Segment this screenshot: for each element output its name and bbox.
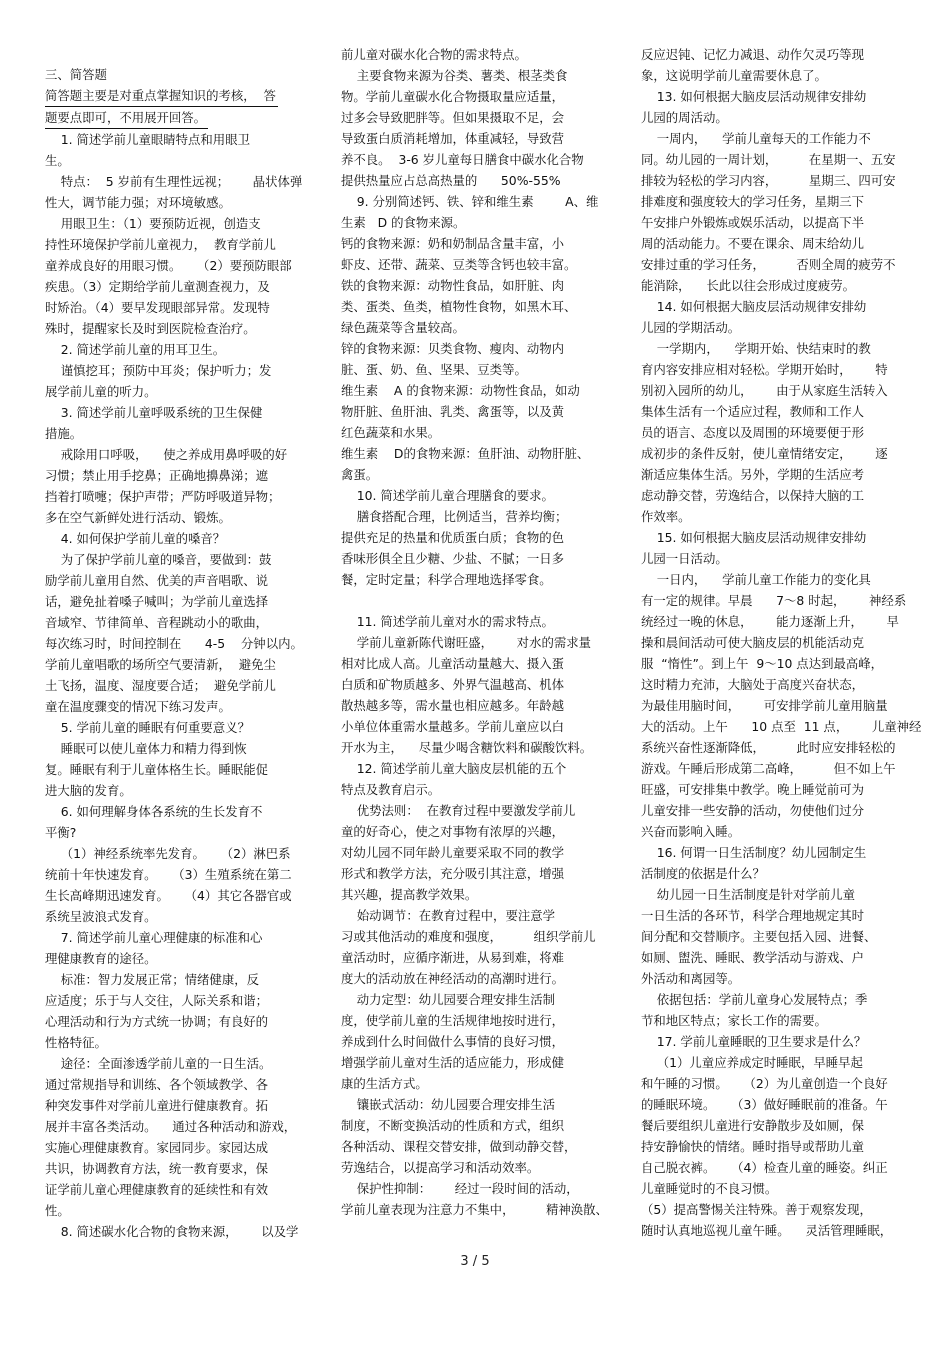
text-line: 一日内， 学前儿童工作能力的变化具 <box>641 572 871 587</box>
text-line: 14. 如何根据大脑皮层活动规律安排幼 <box>641 299 867 314</box>
text-line: 周的活动能力。不要在课余、周末给幼儿 <box>641 236 865 251</box>
text-line: 度大的活动放在神经活动的高潮时进行。 <box>341 971 565 986</box>
text-line: 谨慎挖耳；预防中耳炎；保护听力；发 <box>45 363 272 378</box>
text-line: 童在温度骤变的情况下练习发声。 <box>45 699 231 714</box>
text-line: 兴奋而影响入睡。 <box>641 824 741 839</box>
text-line: 多在空气新鲜处进行活动、锻炼。 <box>45 510 231 525</box>
text-line: 挡着打喷嚏；保护声带；严防呼吸道异物； <box>45 489 281 504</box>
text-line: 排较为轻松的学习内容， 星期三、四可安 <box>641 173 896 188</box>
text-line: 旺盛，可安排集中教学。晚上睡觉前可为 <box>641 782 865 797</box>
text-line: 有一定的规律。早晨 7～8 时起， 神经系 <box>641 593 907 608</box>
text-line: 共识，协调教育方法，统一教育要求，保 <box>45 1161 269 1176</box>
text-line: 同。幼儿园的一周计划， 在星期一、五安 <box>641 152 896 167</box>
text-line: 锌的食物来源：贝类食物、瘦肉、动物内 <box>341 341 565 356</box>
text-line: 殊时，提醒家长及时到医院检查治疗。 <box>45 321 256 336</box>
text-line: 学前儿童表现为注意力不集中， 精神涣散、 <box>341 1202 608 1217</box>
text-line: 员的语言、态度以及周围的环境要便于形 <box>641 425 865 440</box>
text-line: 活制度的依据是什么？ <box>641 866 765 881</box>
text-line: 其兴趣，提高教学效果。 <box>341 887 478 902</box>
text-line: 童养成良好的用眼习惯。 （2）要预防眼部 <box>45 258 292 273</box>
text-line: 始动调节：在教育过程中，要注意学 <box>341 908 556 923</box>
text-line: 题要点即可，不用展开回答。 <box>45 107 315 129</box>
text-line: 习惯；禁止用手挖鼻；正确地擤鼻涕；遮 <box>45 468 269 483</box>
text-line: 幼儿园一日生活制度是针对学前儿童 <box>641 887 856 902</box>
text-line: 6. 如何理解身体各系统的生长发育不 <box>45 804 263 819</box>
text-line: 增强学前儿童对生活的适应能力，形成健 <box>341 1055 565 1070</box>
text-line: 度，使学前儿童的生活规律地按时进行， <box>341 1013 565 1028</box>
text-line: 虾皮、还带、蔬菜、豆类等含钙也较丰富。 <box>341 257 577 272</box>
text-line: 12. 简述学前儿童大脑皮层机能的五个 <box>341 761 567 776</box>
text-line: 4. 如何保护学前儿童的嗓音？ <box>45 531 226 546</box>
text-line: 三、简答题 <box>45 67 107 82</box>
text-line: 康的生活方式。 <box>341 1076 428 1091</box>
text-line: 标准：智力发展正常；情绪健康，反 <box>45 972 260 987</box>
text-line: 为了保护学前儿童的嗓音，要做到：鼓 <box>45 552 272 567</box>
text-line: 话，避免扯着嗓子喊叫；为学前儿童选择 <box>45 594 269 609</box>
text-line: 服 “惰性”。到上午 9～10 点达到最高峰， <box>641 656 884 671</box>
text-line: 提供充足的热量和优质蛋白质；食物的色 <box>341 530 565 545</box>
column-left <box>45 64 315 1242</box>
text-line: 15. 如何根据大脑皮层活动规律安排幼 <box>641 530 867 545</box>
text-line: 午安排户外锻炼或娱乐活动，以提高下半 <box>641 215 865 230</box>
text-line: （5）提高警惕关注特殊。善于观察发现， <box>641 1202 872 1217</box>
text-line: 安排过重的学习任务， 否则全周的疲劳不 <box>641 257 896 272</box>
text-line: 钙的食物来源：奶和奶制品含量丰富，小 <box>341 236 565 251</box>
text-line: 时矫治。（4）要早发现眼部异常。发现特 <box>45 300 270 315</box>
text-line: 每次练习时，时间控制在 4-5 分钟以内。 <box>45 636 303 651</box>
text-line: 儿童睡觉时的不良习惯。 <box>641 1181 778 1196</box>
text-line: 对幼儿园不同年龄儿童要采取不同的教学 <box>341 845 565 860</box>
text-line: 7. 简述学前儿童心理健康的标准和心 <box>45 930 263 945</box>
text-line: 证学前儿童心理健康教育的延续性和有效 <box>45 1182 269 1197</box>
text-line: 平衡? <box>45 825 77 840</box>
text-line: 疾患。（3）定期给学前儿童测查视力，及 <box>45 279 270 294</box>
text-line: 外活动和离园等。 <box>641 971 741 986</box>
text-line: 制度，不断变换活动的性质和方式，组织 <box>341 1118 565 1133</box>
text-line: 8. 简述碳水化合物的食物来源， 以及学 <box>45 1224 299 1239</box>
text-line: 动力定型：幼儿园要合理安排生活制 <box>341 992 556 1007</box>
text-line: 大的活动。上午 10 点至 11 点， 儿童神经 <box>641 719 922 734</box>
text-line: 持安静愉快的情绪。睡时指导或帮助儿童 <box>641 1139 865 1154</box>
text-line: 11. 简述学前儿童对水的需求特点。 <box>341 614 554 629</box>
text-line: 渐适应集体生活。另外，学期的生活应考 <box>641 467 865 482</box>
text-line: 脏、蛋、奶、鱼、坚果、豆类等。 <box>341 362 527 377</box>
text-line: 展学前儿童的听力。 <box>45 384 157 399</box>
text-line: 游戏。午睡后形成第二高峰， 但不如上午 <box>641 761 896 776</box>
text-line: 一学期内， 学期开始、快结束时的教 <box>641 341 871 356</box>
text-line: 性大，调节能力强；对环境敏感。 <box>45 195 231 210</box>
text-line: 学前儿童新陈代谢旺盛， 对水的需求量 <box>341 635 592 650</box>
text-line: 作效率。 <box>641 509 691 524</box>
text-line: 间分配和交替顺序。主要包括入园、进餐、 <box>641 929 877 944</box>
text-line: 优势法则： 在教育过程中要激发学前儿 <box>341 803 576 818</box>
text-line: 铁的食物来源：动物性食品，如肝脏、肉 <box>341 278 565 293</box>
text-line: 维生素 D的食物来源：鱼肝油、动物肝脏、 <box>341 446 590 461</box>
text-line: 儿园的学期活动。 <box>641 320 741 335</box>
text-line: 睡眠可以使儿童体力和精力得到恢 <box>45 741 247 756</box>
text-line: 实施心理健康教育。家园同步。家园达成 <box>45 1140 269 1155</box>
text-line: 童的好奇心，使之对事物有浓厚的兴趣， <box>341 824 565 839</box>
text-line: 1. 简述学前儿童眼睛特点和用眼卫 <box>45 132 250 147</box>
text-line: 导致蛋白质消耗增加，体重减轻，导致营 <box>341 131 565 146</box>
text-line: 能消除， 长此以往会形成过度疲劳。 <box>641 278 856 293</box>
text-line: 习或其他活动的难度和强度， 组织学前儿 <box>341 929 596 944</box>
text-line: 持性环境保护学前儿童视力， 教育学前儿 <box>45 237 276 252</box>
text-line: 途径：全面渗透学前儿童的一日生活。 <box>45 1056 272 1071</box>
text-line: 节和地区特点；家长工作的需要。 <box>641 1013 827 1028</box>
text-line: 反应迟钝、记忆力减退、动作欠灵巧等现 <box>641 47 865 62</box>
text-line: 别初入园所的幼儿， 由于从家庭生活转入 <box>641 383 888 398</box>
text-line: 小单位体重需水量越多。学前儿童应以白 <box>341 719 565 734</box>
text-line: 5. 学前儿童的睡眠有何重要意义？ <box>45 720 250 735</box>
page-number: 3 / 5 <box>460 1254 490 1269</box>
text-line: 统前十年快速发育。 （3）生殖系统在第二 <box>45 867 292 882</box>
text-line: 类、蛋类、鱼类，植物性食物，如黑木耳、 <box>341 299 577 314</box>
text-line: 儿园的周活动。 <box>641 110 728 125</box>
text-line: 物肝脏、鱼肝油、乳类、禽蛋等，以及黄 <box>341 404 565 419</box>
text-line: 白质和矿物质越多、外界气温越高、机体 <box>341 677 565 692</box>
text-line: 劳逸结合，以提高学习和活动效率。 <box>341 1160 540 1175</box>
text-line: 展并丰富各类活动。 通过各种活动和游戏， <box>45 1119 297 1134</box>
text-line: 餐，定时定量；科学合理地选择零食。 <box>341 572 552 587</box>
text-line: 生长高峰期迅速发育。 （4）其它各器官或 <box>45 888 292 903</box>
text-line: 应适度；乐于与人交往，人际关系和谐； <box>45 993 269 1008</box>
column-middle <box>341 44 613 1220</box>
text-line: 生素 D 的食物来源。 <box>341 215 466 230</box>
text-line: 开水为主， 尽量少喝含糖饮料和碳酸饮料。 <box>341 740 593 755</box>
text-line: 3. 简述学前儿童呼吸系统的卫生保健 <box>45 405 263 420</box>
text-line: 餐后要组织儿童进行安静散步及如厕，保 <box>641 1118 865 1133</box>
text-line <box>341 590 613 611</box>
text-line: 相对比成人高。儿童活动量越大、摄入蛋 <box>341 656 565 671</box>
text-line: 各种活动、课程交替安排，做到动静交替， <box>341 1139 577 1154</box>
text-line: 为最佳用脑时间， 可安排学前儿童用脑量 <box>641 698 888 713</box>
text-line: 依据包括：学前儿童身心发展特点；季 <box>641 992 868 1007</box>
text-line: 排难度和强度较大的学习任务，星期三下 <box>641 194 865 209</box>
text-line: （1）儿童应养成定时睡眠，早睡早起 <box>641 1055 863 1070</box>
text-line: 象，这说明学前儿童需要休息了。 <box>641 68 827 83</box>
text-line: 童活动时，应循序渐进，从易到难，将难 <box>341 950 565 965</box>
text-line: 禽蛋。 <box>341 467 379 482</box>
text-line: 的睡眠环境。 （3）做好睡眠前的准备。午 <box>641 1097 888 1112</box>
text-line: 性格特征。 <box>45 1035 107 1050</box>
text-line: 心理活动和行为方式统一协调；有良好的 <box>45 1014 269 1029</box>
text-line: 土飞扬，温度、湿度要合适； 避免学前儿 <box>45 678 276 693</box>
text-line: 和午睡的习惯。 （2）为儿童创造一个良好 <box>641 1076 888 1091</box>
text-line: 如厕、盥洗、睡眠、教学活动与游戏、户 <box>641 950 865 965</box>
text-line: 学前儿童唱歌的场所空气要清新， 避免尘 <box>45 657 276 672</box>
text-line: 前儿童对碳水化合物的需求特点。 <box>341 47 527 62</box>
text-line: 戒除用口呼吸， 使之养成用鼻呼吸的好 <box>45 447 288 462</box>
text-line: 绿色蔬菜等含量较高。 <box>341 320 465 335</box>
text-line: 一周内， 学前儿童每天的工作能力不 <box>641 131 871 146</box>
text-line: 保护性抑制： 经过一段时间的活动， <box>341 1181 579 1196</box>
text-line: 香味形俱全且少糖、少盐、不腻；一日多 <box>341 551 565 566</box>
text-line: 物。学前儿童碳水化合物摄取量应适量， <box>341 89 565 104</box>
text-line: 进大脑的发育。 <box>45 783 132 798</box>
text-line: 维生素 A 的食物来源：动物性食品，如动 <box>341 383 580 398</box>
text-line: 养成到什么时间做什么事情的良好习惯， <box>341 1034 565 1049</box>
text-line: 种突发事件对学前儿童进行健康教育。拓 <box>45 1098 269 1113</box>
text-line: 膳食搭配合理，比例适当，营养均衡； <box>341 509 568 524</box>
text-line: 过多会导致肥胖等。但如果摄取不足，会 <box>341 110 565 125</box>
text-line: 用眼卫生：（1）要预防近视，创造支 <box>45 216 261 231</box>
text-line: 措施。 <box>45 426 83 441</box>
text-line: 励学前儿童用自然、优美的声音唱歌、说 <box>45 573 269 588</box>
text-line: 自己脱衣裤。 （4）检查儿童的睡姿。纠正 <box>641 1160 888 1175</box>
text-line: 16. 何谓一日生活制度？幼儿园制定生 <box>641 845 867 860</box>
text-line: 主要食物来源为谷类、薯类、根茎类食 <box>341 68 568 83</box>
text-line: 理健康教育的途径。 <box>45 951 157 966</box>
text-line: 统经过一晚的休息， 能力逐渐上升， 早 <box>641 614 899 629</box>
text-line: 形式和教学方法，充分吸引其注意，增强 <box>341 866 565 881</box>
text-line: 音域窄、节律简单、音程跳动小的歌曲， <box>45 615 269 630</box>
text-line: 红色蔬菜和水果。 <box>341 425 441 440</box>
text-line: 系统兴奋性逐渐降低， 此时应安排轻松的 <box>641 740 896 755</box>
text-line: 一日生活的各环节，科学合理地规定其时 <box>641 908 865 923</box>
text-line: 提供热量应占总高热量的 50%-55% <box>341 173 561 188</box>
text-line: 通过常规指导和训练、各个领域教学、各 <box>45 1077 269 1092</box>
text-line: （1）神经系统率先发育。 （2）淋巴系 <box>45 846 291 861</box>
text-line: 儿园一日活动。 <box>641 551 728 566</box>
text-line: 虑动静交替，劳逸结合，以保持大脑的工 <box>641 488 865 503</box>
text-line: 9. 分别简述钙、铁、锌和维生素 A、维 <box>341 194 599 209</box>
column-right <box>641 44 922 1241</box>
text-line: 10. 简述学前儿童合理膳食的要求。 <box>341 488 554 503</box>
text-line: 13. 如何根据大脑皮层活动规律安排幼 <box>641 89 867 104</box>
text-line: 2. 简述学前儿童的用耳卫生。 <box>45 342 226 357</box>
text-line: 17. 学前儿童睡眠的卫生要求是什么？ <box>641 1034 867 1049</box>
text-line: 操和晨间活动可使大脑皮层的机能活动克 <box>641 635 865 650</box>
text-line: 性。 <box>45 1203 70 1218</box>
text-line: 随时认真地巡视儿童午睡。 灵活管理睡眠， <box>641 1223 893 1238</box>
text-line: 简答题主要是对重点掌握知识的考核， 答 <box>45 85 315 107</box>
text-line: 成初步的条件反射，使儿童情绪安定， 逐 <box>641 446 888 461</box>
text-line: 这时精力充沛，大脑处于高度兴奋状态， <box>641 677 865 692</box>
text-line: 特点： 5 岁前有生理性远视； 晶状体弹 <box>45 174 303 189</box>
text-line: 养不良。 3-6 岁儿童每日膳食中碳水化合物 <box>341 152 584 167</box>
text-line: 镶嵌式活动：幼儿园要合理安排生活 <box>341 1097 556 1112</box>
text-line: 育内容安排应相对轻松。学期开始时， 特 <box>641 362 888 377</box>
text-line: 系统呈波浪式发育。 <box>45 909 157 924</box>
text-line: 集体生活有一个适应过程，教师和工作人 <box>641 404 865 419</box>
text-line: 散热越多等，需水量也相应越多。年龄越 <box>341 698 565 713</box>
text-line: 特点及教育启示。 <box>341 782 441 797</box>
text-line: 儿童安排一些安静的活动，勿使他们过分 <box>641 803 865 818</box>
text-line: 生。 <box>45 153 70 168</box>
text-line: 复。睡眠有利于儿童体格生长。睡眠能促 <box>45 762 269 777</box>
